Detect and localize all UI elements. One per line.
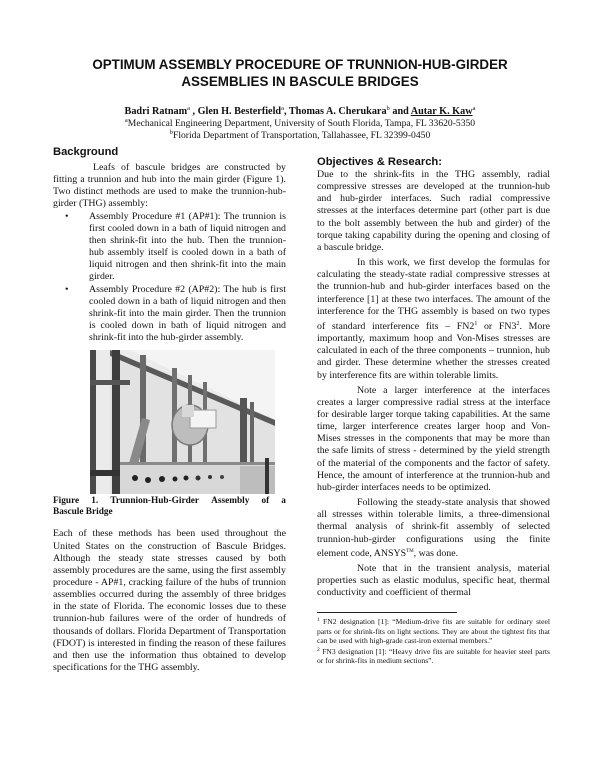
paragraph-text: . More importantly, maximum hoop and Von-Mises stresses are calculated in each of the three components – trunnion, hub and girder. These determine whether the stresses created by interference fits are within tolerable limits. xyxy=(317,320,550,381)
objectives-paragraph-4 xyxy=(317,497,550,560)
list-item-text: Assembly Procedure #1 (AP#1): The trunnion is first cooled down in a bath of liquid nitrogen and then shrink-fit into the hub. Then the trunnion-hub assembly itself is cooled down in a bath of liquid nitrogen and then shrink-fit into the main girder. xyxy=(89,210,286,283)
title-line-1: OPTIMUM ASSEMBLY PROCEDURE OF TRUNNION-HUB-GIRDER xyxy=(92,57,508,72)
background-intro: Leafs of bascule bridges are constructed by fitting a trunnion and hub into the main girder (Figure 1). Two distinct methods are used to make the trunnion-hub-girder (THG) assembly: xyxy=(53,162,286,210)
footnote-ref[interactable]: 2 xyxy=(516,320,520,327)
caption-number: 1. xyxy=(91,496,99,507)
list-item xyxy=(53,284,286,345)
footnote-divider xyxy=(317,612,457,613)
footnote-2 xyxy=(317,646,550,666)
paragraph-text: or FN3 xyxy=(477,320,517,332)
affiliation-text: Mechanical Engineering Department, University of South Florida, Tampa, FL 33620-5350 xyxy=(127,118,476,129)
caption-text: Bascule Bridge xyxy=(53,507,113,518)
paragraph-text: Following the steady-state analysis that showed all stresses within tolerable limits, a three-dimensional thermal analysis of shrink-fit assembly of selected trunnion-hub-girder configurations using the finite element code, ANSYS xyxy=(317,497,550,559)
list-item-text: Assembly Procedure #2 (AP#2): The hub is first cooled down in a bath of liquid nitrogen and then shrink-fit into the main girder. Then the trunnion is cooled down in bath of liquid nitrogen and shrink-fit into the hub-girder assembly. xyxy=(89,283,286,344)
paragraph-text: In this work, we first develop the formulas for calculating the steady-state radial compressive stresses at the trunnion-hub and hub-girder interfaces based on the interference [1] at these two interfaces. The amount of the interference for the THG assembly is based on two types of standard interference fits – FN2 xyxy=(317,257,550,332)
footnotes xyxy=(317,616,550,665)
author-name: Badri Ratnam xyxy=(124,106,188,117)
footnote-ref[interactable]: 1 xyxy=(474,320,478,327)
section-heading-objectives: Objectives & Research: xyxy=(317,156,442,168)
background-closing-paragraph: Each of these methods has been used throughout the United States on the construction of Bascule Bridges. Although the steady state stresses caused by both assembly procedures are the same, using the first assembly procedure - AP#1, cracking failure of the hubs of trunnion assemblies occurred during the assembly of three bridges in the state of Florida. The economic losses due to these trunnion-hub failures were of the order of hundreds of thousands of dollars. Florida Department of Transportation (FDOT) is interested in finding the reason of these failures and then use the information thus obtained to develop specifications for the THG assembly. xyxy=(53,528,286,674)
caption-text: a xyxy=(281,496,286,507)
caption-text: Trunnion-Hub-Girder xyxy=(110,496,200,507)
author-separator: , xyxy=(189,106,198,117)
list-item xyxy=(53,211,286,284)
bullet-icon: • xyxy=(65,283,69,295)
right-column xyxy=(317,156,550,665)
affiliation-text: Florida Department of Transportation, Tallahassee, FL 32399-0450 xyxy=(172,130,431,141)
affiliation-mark: a xyxy=(124,117,128,124)
footnote-text: FN2 designation [1]: “Medium-drive fits are suitable for ordinary steel parts or for shrink-fits on light sections. They are about the tightest fits that can be used with high-grade cast-iron external members.” xyxy=(317,617,550,646)
caption-text: of xyxy=(261,496,270,507)
author-affil-mark: a xyxy=(187,105,190,112)
paper-title xyxy=(40,56,560,90)
corresponding-author-name: Autar K. Kaw xyxy=(410,106,473,117)
objectives-paragraph-3: Note a larger interference at the interfaces creates a larger compressive radial stress at the interface for desirable larger torque taking capabilities. At the same time, larger interference creates larger hoop and Von-Mises stresses in the components that may be more than the safe limits of stress - determined by the yield strength of the material of the components and the factor of safety. Hence, the amount of interference at the trunnion-hub and hub-girder interfaces needs to be optimized. xyxy=(317,384,550,493)
author-affil-mark: a xyxy=(281,105,284,112)
bullet-icon: • xyxy=(65,210,69,222)
paragraph-text: , was done. xyxy=(413,547,459,559)
bridge-photo-icon xyxy=(90,350,275,494)
figure-1-photo xyxy=(90,350,275,494)
trademark-mark: TM xyxy=(406,548,414,554)
footnote-text: FN3 designation [1]: “Heavy drive fits are suitable for heavier steel parts or for shrink-fits in medium sections”. xyxy=(317,646,550,665)
assembly-procedure-list xyxy=(53,211,286,345)
author-affil-mark: b xyxy=(386,105,390,112)
author-name: Glen H. Besterfield xyxy=(197,106,282,117)
section-heading-background: Background xyxy=(53,146,119,158)
title-line-2: ASSEMBLIES IN BASCULE BRIDGES xyxy=(181,74,419,89)
author-affil-mark: a xyxy=(472,105,476,112)
caption-label: Figure xyxy=(53,496,80,507)
author-name: Thomas A. Cherukara xyxy=(288,106,387,117)
author-separator: , xyxy=(283,106,289,117)
caption-text: Assembly xyxy=(211,496,250,507)
left-column xyxy=(53,146,286,674)
author-separator: and xyxy=(389,106,411,117)
footnote-mark: 2 xyxy=(317,646,320,653)
footnote-1 xyxy=(317,616,550,645)
objectives-paragraph-1: Due to the shrink-fits in the THG assembly, radial compressive stresses are developed at the trunnion-hub and hub-girder interfaces. Such radial compressive stresses at the interfaces determine part (other part is due to the bolt assembly between the hub and girder) of the torque taking capability during the opening and closing of a bascule bridge. xyxy=(317,169,550,253)
affiliation-mark: b xyxy=(169,129,173,136)
footnote-mark: 1 xyxy=(317,617,320,624)
objectives-paragraph-5: Note that in the transient analysis, material properties such as elastic modulus, specific heat, thermal conductivity and coefficient of thermal xyxy=(317,562,550,599)
affiliation-b xyxy=(40,127,560,142)
objectives-paragraph-2 xyxy=(317,257,550,382)
figure-1-caption xyxy=(53,496,286,518)
